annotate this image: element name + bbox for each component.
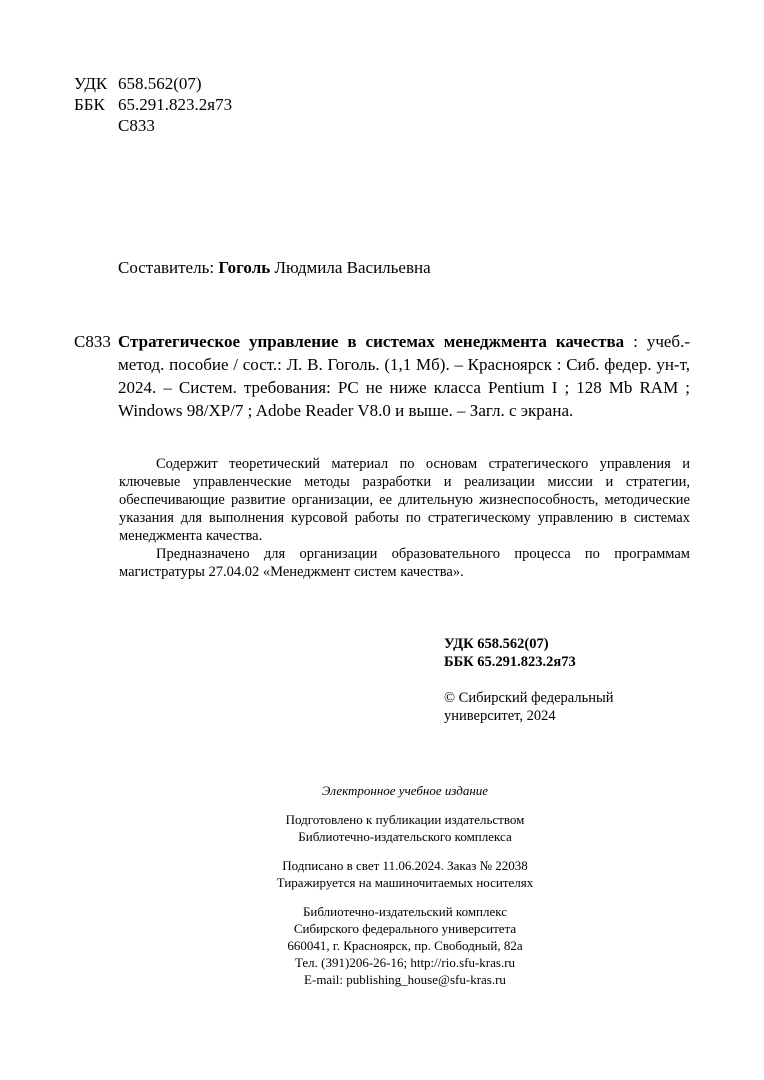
prepared-line-2: Библиотечно-издательского комплекса [298, 829, 512, 844]
udk-value: 658.562(07) [118, 74, 202, 93]
copies-line: Тиражируется на машиночитаемых носителях [276, 875, 534, 890]
copyright-block [444, 689, 613, 725]
bbk-bottom: ББК 65.291.823.2я73 [444, 654, 576, 670]
annotation-paragraph-2: Предназначено для организации образовательного процесса по программам магистратуры 27.04.02 «Менеджмент систем качества». [119, 546, 690, 580]
author-mark: С833 [118, 116, 155, 135]
copyright-line-1: © Сибирский федеральный [444, 690, 614, 706]
email-line: E-mail: publishing_house@sfu-kras.ru [304, 972, 506, 987]
bbk-row [74, 94, 232, 115]
biblio-rest: : учеб.-метод. пособие / сост.: Л. В. Гоголь. (1,1 Мб). – Красноярск : Сиб. федер. ун-т, 2024. – Систем. требования: PC не ниже класса Pentium I ; 128 Mb RAM ; Windows 98/XP/7 ; Adobe Reader V8.0 и выше. – Загл. с экрана. [118, 332, 690, 420]
compiler-surname: Гоголь [218, 258, 271, 277]
org-line-1: Библиотечно-издательский комплекс [302, 904, 508, 919]
edition-type: Электронное учебное издание [321, 783, 489, 798]
bbk-value: 65.291.823.2я73 [118, 95, 233, 114]
signed-line: Подписано в свет 11.06.2024. Заказ № 22038 [282, 858, 528, 873]
annotation-paragraph-1: Содержит теоретический материал по основам стратегического управления и ключевые управленческие методы разработки и реализации миссии и стратегии, обеспечивающие развитие организации, ее длительную жизнеспособность, методические указания для выполнения курсовой работы по стратегическому управлению в системах менеджмента качества. [119, 456, 690, 544]
address-line: 660041, г. Красноярск, пр. Свободный, 82а [287, 938, 523, 953]
biblio-index: С833 [74, 332, 111, 351]
biblio-text [118, 330, 690, 422]
udk-row [74, 73, 232, 94]
compiler-name: Людмила Васильевна [270, 258, 431, 277]
classification-bottom [444, 635, 576, 671]
bibliographic-record [74, 330, 690, 422]
prepared-line-1: Подготовлено к публикации издательством [285, 812, 525, 827]
author-mark-row [74, 115, 232, 136]
annotation [119, 455, 690, 581]
phone-line: Тел. (391)206-26-16; http://rio.sfu-kras.ru [294, 955, 516, 970]
compiler-line [118, 258, 431, 278]
copyright-line-2: университет, 2024 [444, 708, 556, 724]
classification-block [74, 73, 232, 136]
org-line-2: Сибирского федерального университета [293, 921, 517, 936]
compiler-prefix: Составитель: [118, 258, 219, 277]
biblio-title: Стратегическое управление в системах менеджмента качества [118, 332, 625, 351]
udk-bottom: УДК 658.562(07) [444, 636, 549, 652]
bbk-label: ББК [74, 95, 105, 114]
udk-label: УДК [74, 74, 108, 93]
imprint-block [200, 782, 610, 988]
